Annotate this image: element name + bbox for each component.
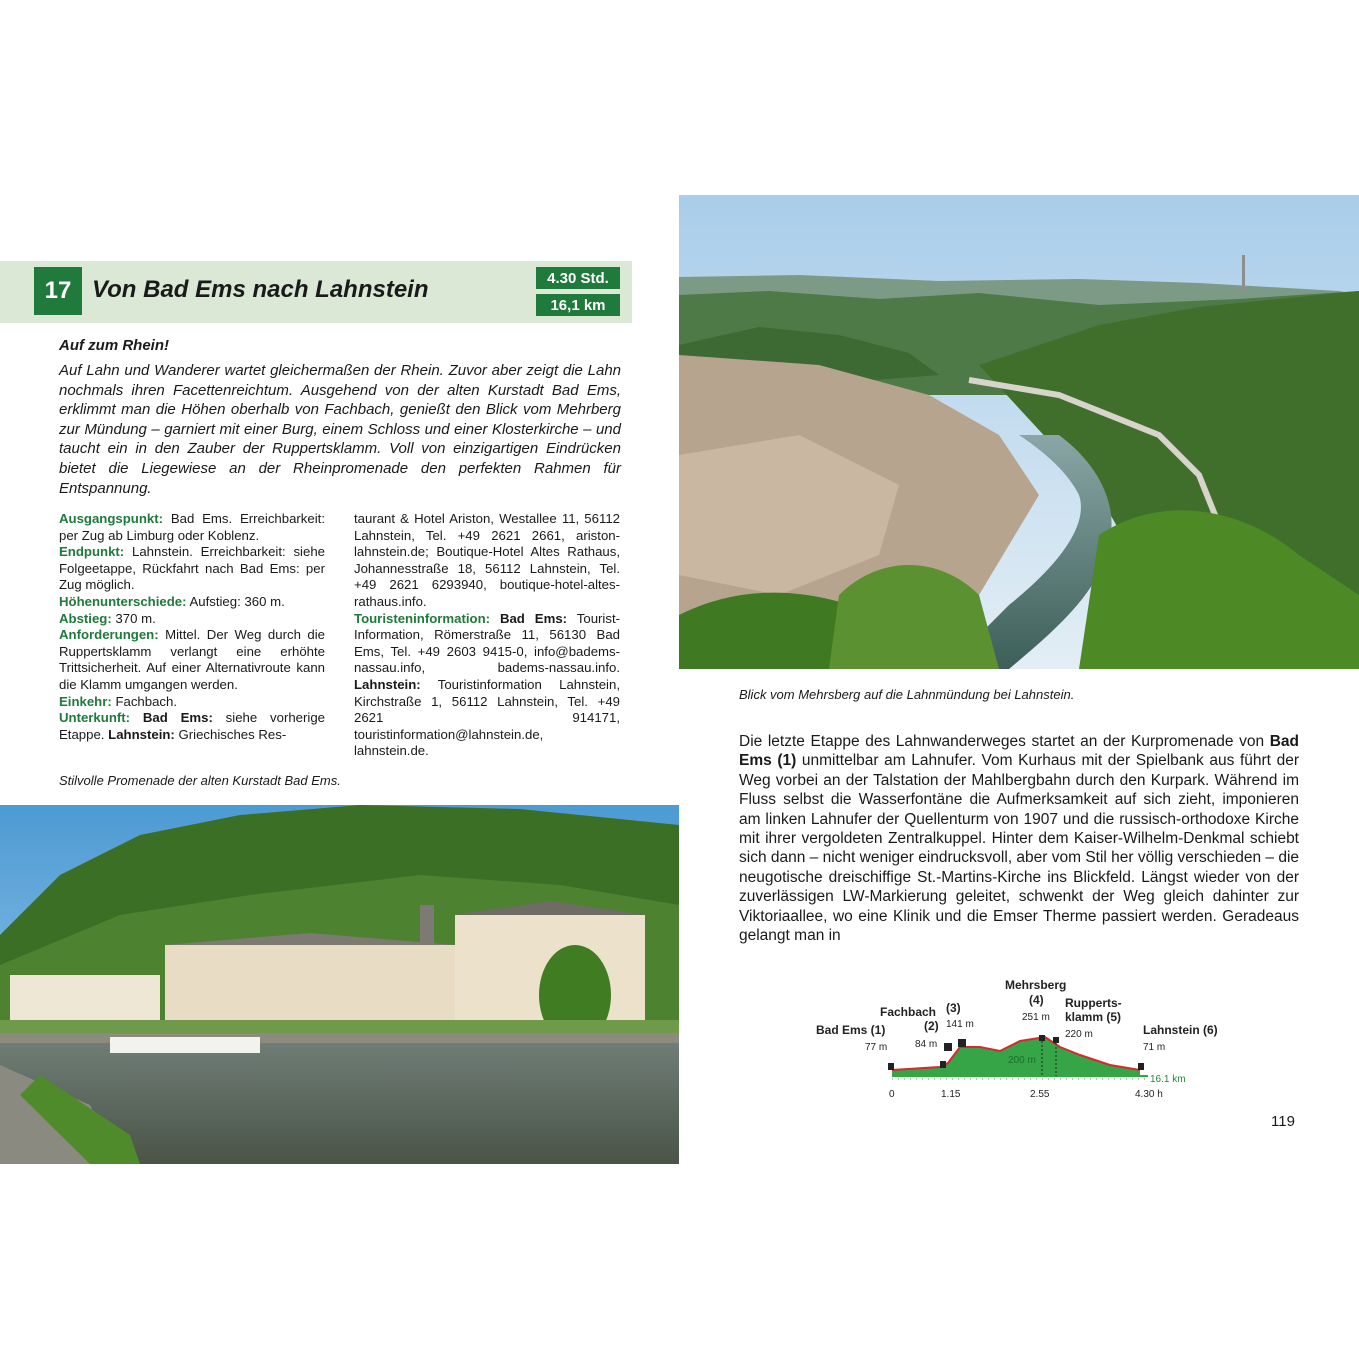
end-label: Endpunkt:: [59, 544, 125, 560]
intro-text: Auf Lahn und Wanderer wartet gleichermaßen der Rhein. Zuvor aber zeigt die Lahn nochmals ihren Facettenreichtum. Ausgehend von der alten Kurstadt Bad Ems, erklimmt man die Höhen oberhalb von Fachbach, genießt den Blick vom Mehrberg zur Mündung – garniert mit einer Burg, einem Schloss und einer Klosterkirche – und taucht ein in den Zauber der Ruppertsklamm. Voll von einzigartigen Eindrücken bietet die Liegewiese an der Rheinpromenade den perfekten Rahmen für Entspannung.: [59, 362, 621, 497]
accommodation-text-1: siehe vorherige Etappe.: [59, 710, 325, 742]
accommodation-label: Unterkunft:: [59, 710, 131, 726]
page-number: 119: [1271, 1113, 1295, 1130]
profile-time-3: 4.30 h: [1135, 1089, 1163, 1100]
profile-alt-fachbach: 84 m: [915, 1039, 938, 1050]
refreshment-text: Fachbach.: [115, 693, 178, 709]
profile-label-bad-ems: Bad Ems (1): [816, 1023, 886, 1037]
accommodation-text-2-start: Griechisches Res-: [178, 726, 287, 742]
profile-time-0: 0: [889, 1089, 895, 1100]
route-description: [739, 732, 1299, 945]
profile-alt-bad-ems: 77 m: [865, 1042, 888, 1053]
duration-badge: 4.30 Std.: [536, 267, 620, 289]
profile-time-1: 1.15: [941, 1089, 961, 1100]
profile-level-200: 200 m: [1008, 1055, 1036, 1066]
accommodation-place-1: Bad Ems:: [142, 710, 213, 726]
profile-alt-mehrsberg: 251 m: [1022, 1012, 1050, 1023]
ascent-text: Aufstieg: 360 m.: [189, 593, 285, 609]
profile-label-fachbach: Fachbach: [880, 1005, 937, 1019]
ascent-label: Höhenunterschiede:: [59, 593, 187, 609]
requirements-label: Anforderungen:: [59, 627, 159, 643]
tour-title: Von Bad Ems nach Lahnstein: [92, 276, 429, 303]
tourist-place-1: Bad Ems:: [499, 610, 568, 626]
body-text-rest: unmittelbar am Lahnufer. Vom Kurhaus mit der Spielbank aus führt der Weg vorbei an der Talstation der Mahlbergbahn durch den Kurpark. Während im Fluss selbst die Wasserfontäne die Aufmerksamkeit auf sich zieht, imponieren am linken Lahnufer der Quellenturm von 1907 und die russisch-orthodoxe Kirche mit ihrer vergoldeten Zentralkuppel. Hinter dem Kaiser-Wilhelm-Denkmal schiebt sich dann – nicht weniger eindrucksvoll, aber vom Stil her völlig verschieden – die neugotische dreischiffige St.-Martins-Kirche ins Blickfeld. Längst wieder von der zuverlässigen LW-Markierung geleitet, schwenkt der Weg gleich dahinter zur Viktoriaallee, wo eine Klinik und die Emser Therme passiert werden. Geradeaus gelangt man in: [739, 752, 1300, 945]
start-label: Ausgangspunkt:: [59, 511, 164, 526]
profile-num-mehrsberg: (4): [1029, 993, 1044, 1007]
profile-label-mehrsberg: Mehrsberg: [1005, 978, 1067, 992]
info-column-left: [59, 511, 325, 743]
intro-heading: Auf zum Rhein!: [59, 337, 169, 354]
body-text-start: Die letzte Etappe des Lahnwanderweges startet an der Kurpromenade von: [739, 733, 1265, 750]
accommodation-text-2: taurant & Hotel Ariston, Westallee 11, 56112 Lahnstein, Tel. +49 2621 2661, ariston-lahnstein.de; Boutique-Hotel Altes Rathaus, Johannesstraße 18, 56112 Lahnstein, Tel. +49 2621 6293940, boutique-hotel-altes-rathaus.info.: [354, 511, 620, 609]
photo-lahn-valley-view: [679, 195, 1359, 669]
refreshment-label: Einkehr:: [59, 693, 112, 709]
tour-number-badge: 17: [34, 267, 82, 315]
body-bold-bad-ems: Bad Ems (1): [739, 733, 1299, 770]
end-text: Lahnstein. Erreichbarkeit: siehe Folgeetappe, Rückfahrt nach Bad Ems: per Zug möglich.: [59, 544, 325, 593]
photo-bad-ems-promenade: [0, 805, 679, 1164]
profile-time-2: 2.55: [1030, 1089, 1050, 1100]
profile-num-fachbach: (2): [924, 1019, 939, 1033]
photo-caption-lahn-mouth: Blick vom Mehrsberg auf die Lahnmündung bei Lahnstein.: [739, 687, 1075, 702]
descent-label: Abstieg:: [59, 610, 112, 626]
distance-badge: 16,1 km: [536, 294, 620, 316]
profile-label-ruppertsklamm-2: klamm (5): [1065, 1010, 1122, 1024]
tourist-text-2: Touristinformation Lahnstein, Kirchstraße 1, 56112 Lahnstein, Tel. +49 2621 914171, touristinformation@lahnstein.de, lahnstein.de.: [354, 676, 620, 759]
start-text: Bad Ems. Erreichbarkeit: per Zug ab Limburg oder Koblenz.: [59, 511, 325, 543]
profile-alt-3: 141 m: [946, 1019, 974, 1030]
photo-caption-promenade: Stilvolle Promenade der alten Kurstadt Bad Ems.: [59, 773, 341, 788]
profile-label-lahnstein: Lahnstein (6): [1143, 1023, 1218, 1037]
tourist-text-1: Tourist-Information, Römerstraße 11, 56130 Bad Ems, Tel. +49 2603 9415-0, info@badems-nassau.info, badems-nassau.info.: [354, 610, 620, 676]
profile-num-3: (3): [946, 1001, 961, 1015]
accommodation-place-2: Lahnstein:: [108, 726, 175, 742]
profile-distance: 16.1 km: [1150, 1074, 1186, 1085]
profile-label-ruppertsklamm: Rupperts-: [1065, 996, 1122, 1010]
profile-alt-lahnstein: 71 m: [1143, 1042, 1166, 1053]
profile-alt-ruppertsklamm: 220 m: [1065, 1029, 1093, 1040]
elevation-profile: [810, 975, 1230, 1105]
requirements-text: Mittel. Der Weg durch die Ruppertsklamm verlangt eine erhöhte Trittsicherheit. Auf einer Alternativroute kann die Klamm umgangen werden.: [59, 627, 325, 692]
tourist-place-2: Lahnstein:: [354, 676, 421, 692]
tourist-info-label: Touristeninformation:: [354, 610, 491, 626]
info-column-right: [354, 511, 620, 760]
descent-text: 370 m.: [115, 610, 156, 626]
